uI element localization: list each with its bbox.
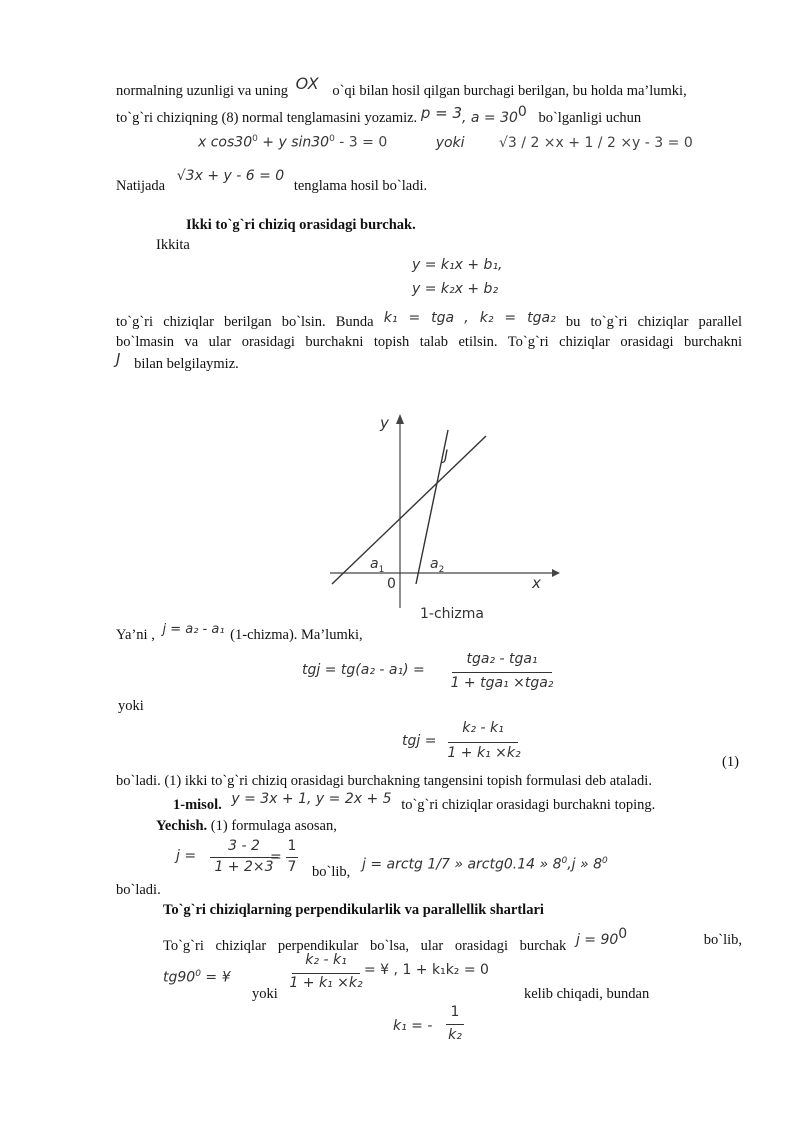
k1-definition: k₁ = tga <box>383 310 455 326</box>
eq6-lhs: k₁ = - <box>393 1018 433 1034</box>
infinity: = ¥ <box>200 969 231 986</box>
text: normalning uzunligi va uning <box>116 83 288 99</box>
text: to`g`ri chiziqlar orasidagi burchakni toping. <box>401 797 656 813</box>
eq1-left: x cos30 <box>198 134 253 151</box>
eq1-tail: - 3 = 0 <box>334 134 388 151</box>
text: Natijada <box>116 178 166 194</box>
p1-line2 <box>116 104 641 127</box>
fraction-bar <box>286 857 298 858</box>
origin-label: 0 <box>387 576 396 592</box>
text: (1) formulaga asosan, <box>210 818 337 834</box>
p3-line3 <box>116 350 239 373</box>
x-label: x <box>532 574 541 592</box>
solution-label: Yechish. <box>156 818 208 834</box>
figure-1-chizma <box>320 408 560 628</box>
p1-line1 <box>116 74 687 100</box>
alpha1-label: $a_1$ <box>370 556 385 575</box>
phi-symbol: J <box>116 350 121 368</box>
line-equation-2: y = k₂x + b₂ <box>412 281 499 297</box>
eq4-result-numerator: 1 <box>287 838 297 854</box>
text: bo`ladi. <box>116 882 161 898</box>
fraction-bar <box>446 1024 464 1025</box>
equation-number: (1) <box>722 754 739 770</box>
eq4-rhs <box>362 856 608 873</box>
eq5-lhs <box>163 969 230 986</box>
equation-1 <box>198 134 693 151</box>
degree: 0 <box>602 856 608 866</box>
eq6-numerator: 1 <box>450 1004 460 1020</box>
example-label: 1-misol. <box>173 797 222 813</box>
alpha-equation: , a = 30 <box>461 109 518 126</box>
heading-angle-between-lines: Ikki to`g`ri chiziq orasidagi burchak. <box>186 217 416 233</box>
degree: 0 <box>517 104 527 120</box>
equals: = <box>270 849 282 865</box>
text: bu to`g`ri chiziqlar parallel <box>565 314 743 330</box>
p4 <box>116 622 363 644</box>
figure-caption: 1-chizma <box>420 606 484 622</box>
p-equation: p = 3 <box>420 103 462 122</box>
text: kelib chiqadi, bundan <box>524 986 650 1002</box>
fraction-bar <box>292 973 360 974</box>
k2-definition: , k₂ = tga₂ <box>464 310 556 326</box>
eq5-rhs: = ¥ , 1 + k₁k₂ = 0 <box>364 962 489 978</box>
eq4-result: ,j » 8 <box>567 856 603 873</box>
text: bo`lib, <box>703 932 742 948</box>
eq6-denominator: k₂ <box>448 1027 462 1043</box>
text: tenglama hosil bo`ladi. <box>293 178 428 194</box>
x-axis-arrow <box>552 569 560 577</box>
fraction-bar <box>448 742 518 743</box>
eq4-numerator: 3 - 2 <box>228 838 260 854</box>
eq1-mid: + y sin30 <box>257 134 330 151</box>
y-label: y <box>380 414 389 432</box>
eq2-lhs: tgj = tg(a₂ - a₁) = <box>302 662 425 678</box>
phi-label: J <box>444 448 449 464</box>
p7 <box>163 926 742 955</box>
y-axis-arrow <box>396 414 404 424</box>
eq5-numerator: k₂ - k₁ <box>305 952 347 968</box>
degree: 0 <box>561 856 568 866</box>
degree: 0 <box>252 134 258 144</box>
result-equation: √3x + y - 6 = 0 <box>176 168 285 184</box>
degree: 0 <box>618 926 628 942</box>
eq3-denominator: 1 + k₁ ×k₂ <box>447 745 521 761</box>
text: bo`lib, <box>312 864 351 880</box>
alpha2-label: $a_2$ <box>430 556 445 575</box>
yoki: yoki <box>252 986 278 1002</box>
yoki: yoki <box>118 698 144 714</box>
phi-90: j = 90 <box>575 931 619 948</box>
eq3-lhs: tgj = <box>402 733 437 749</box>
p3-line2: bo`lmasin va ular orasidagi burchakni topish talab etilsin. To`g`ri chiziqlar orasidagi burchakni <box>116 334 742 350</box>
text: o`qi bilan hosil qilgan burchagi berilgan, bu holda ma’lumki, <box>332 83 687 99</box>
fraction-bar <box>210 857 278 858</box>
example-line <box>173 791 656 814</box>
eq4-result-denominator: 7 <box>287 859 297 875</box>
text: to`g`ri chiziqlar berilgan bo`lsin. Bunda <box>116 314 374 330</box>
text: to`g`ri chiziqning (8) normal tenglamasini yozamiz. <box>116 109 418 126</box>
example-line-1: y = 3x + 1 <box>231 791 308 807</box>
example-line-2: , y = 2x + 5 <box>307 791 392 807</box>
p3-line1 <box>116 310 743 331</box>
text: bo`lganligi uchun <box>538 109 642 126</box>
text: Ikkita <box>156 237 190 253</box>
p2 <box>116 168 428 195</box>
yoki: yoki <box>435 134 465 151</box>
degree: 0 <box>329 134 335 144</box>
eq2-numerator: tga₂ - tga₁ <box>466 651 538 667</box>
eq5-denominator: 1 + k₁ ×k₂ <box>289 975 363 991</box>
fraction-bar <box>452 672 552 673</box>
eq1-right: √3 / 2 ×x + 1 / 2 ×y - 3 = 0 <box>499 134 693 151</box>
eq4-denominator: 1 + 2×3 <box>214 859 274 875</box>
tg90: tg90 <box>163 969 196 986</box>
text: (1-chizma). Ma’lumki, <box>230 627 363 643</box>
p5-text: bo`ladi. (1) ikki to`g`ri chiziq orasidagi burchakning tangensini topish formulasi deb ataladi. <box>116 773 652 789</box>
eq4-lhs: j = <box>176 848 197 864</box>
eq3-numerator: k₂ - k₁ <box>462 720 504 736</box>
line-equation-1: y = k₁x + b₁, <box>412 257 503 273</box>
text: bilan belgilaymiz. <box>134 356 239 372</box>
text: Ya’ni , <box>116 627 155 643</box>
line-1 <box>332 436 486 584</box>
degree: 0 <box>195 969 201 979</box>
heading-perpendicular-parallel: To`g`ri chiziqlarning perpendikularlik va parallellik shartlari <box>163 902 544 918</box>
eq4-arctg: j = arctg 1/7 » arctg0.14 » 8 <box>362 856 562 873</box>
ox-symbol: OX <box>295 74 319 93</box>
eq2-denominator: 1 + tga₁ ×tga₂ <box>450 675 554 691</box>
solution-line <box>156 818 337 835</box>
text: To`g`ri chiziqlar perpendikular bo`lsa, ular orasidagi burchak <box>163 937 567 954</box>
phi-equation: j = a₂ - a₁ <box>162 622 225 637</box>
